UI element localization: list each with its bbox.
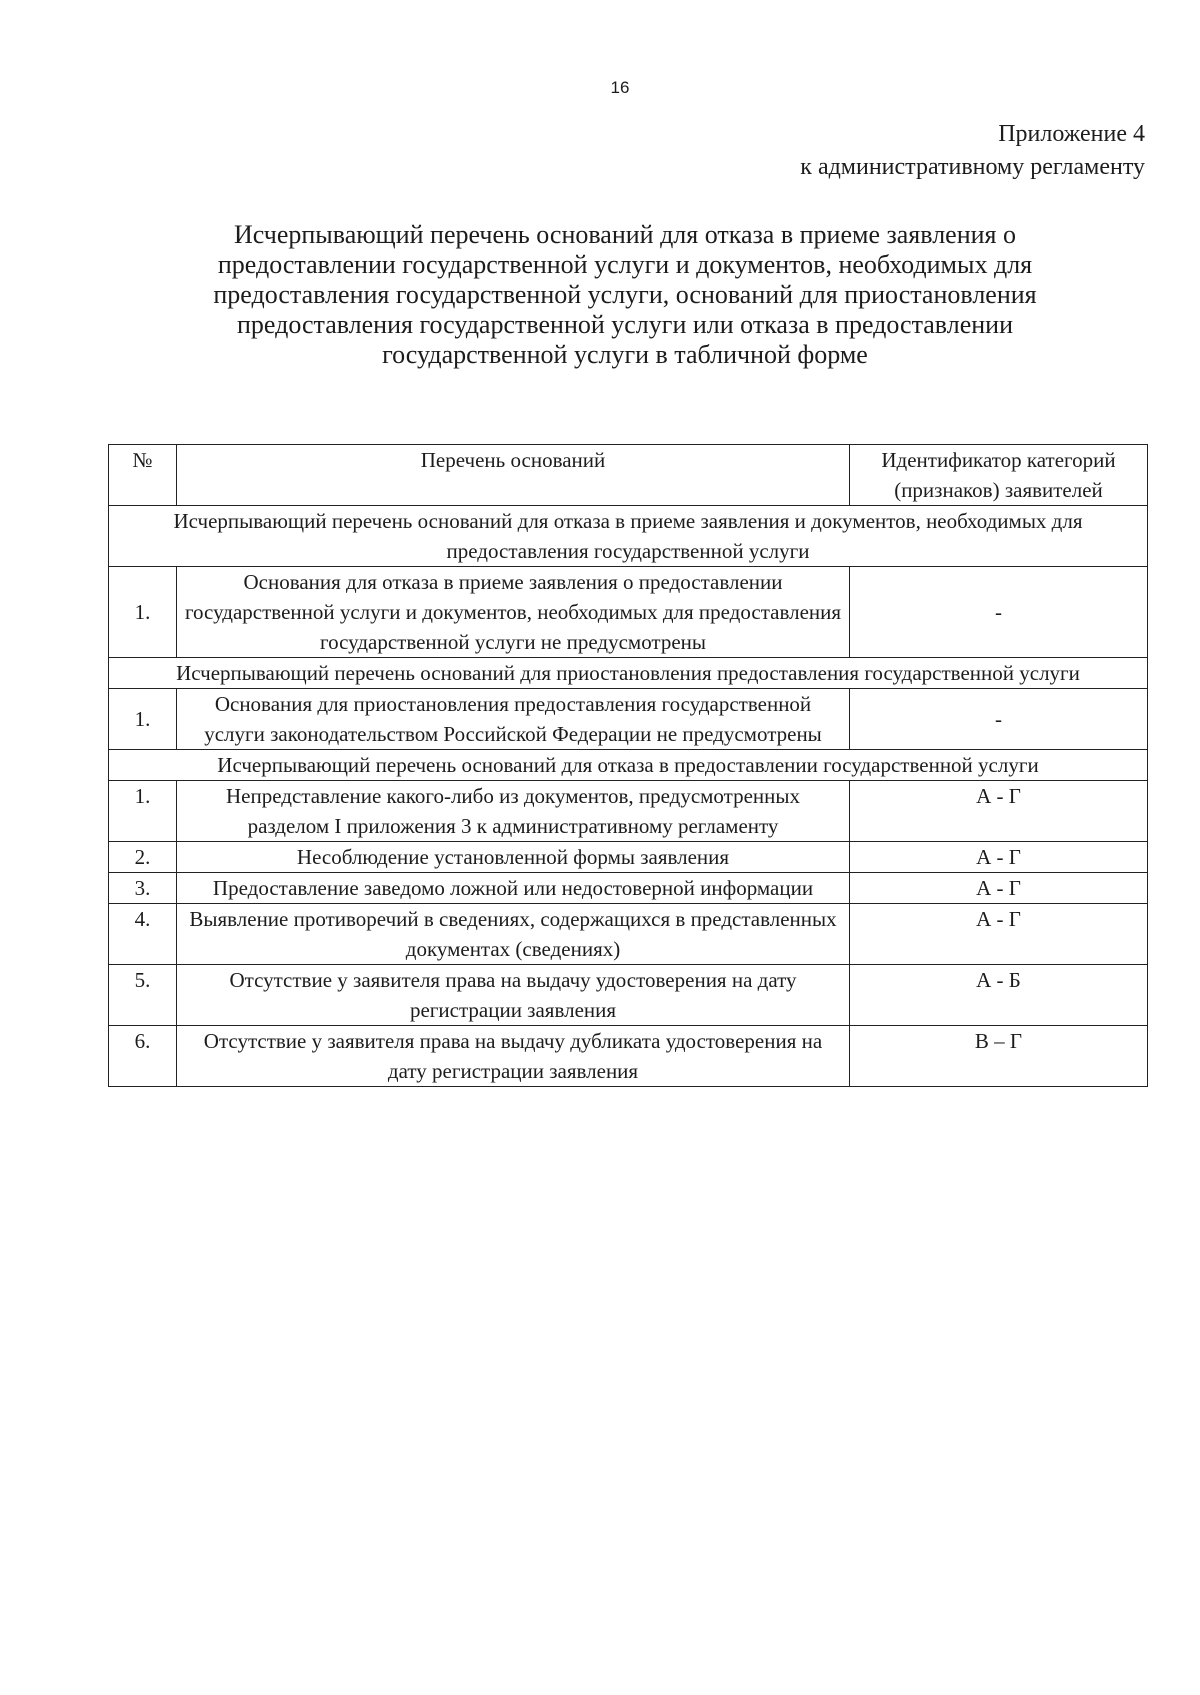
row-text: Отсутствие у заявителя права на выдачу удостоверения на дату регистрации заявления [177,965,850,1026]
row-num: 1. [109,567,177,658]
table-row [109,567,1148,658]
row-category: В – Г [850,1026,1148,1087]
row-category: А - Б [850,965,1148,1026]
appendix-line2: к административному регламенту [800,154,1145,180]
row-category: А - Г [850,873,1148,904]
row-category: - [850,567,1148,658]
row-num: 4. [109,904,177,965]
table-row [109,842,1148,873]
row-category: А - Г [850,781,1148,842]
table-row [109,1026,1148,1087]
document-title: Исчерпывающий перечень оснований для отказа в приеме заявления о предоставлении государственной услуги и документов, необходимых для предоставления государственной услуги, оснований для приостановления предоставления государственной услуги или отказа в предоставлении государственной услуги в табличной форме [213,220,1037,369]
row-text: Предоставление заведомо ложной или недостоверной информации [177,873,850,904]
row-text: Основания для отказа в приеме заявления о предоставлении государственной услуги и документов, необходимых для предоставления государственной услуги не предусмотрены [177,567,850,658]
grounds-table [108,444,1148,1087]
header-num: № [109,445,177,506]
table-row [109,873,1148,904]
header-list: Перечень оснований [177,445,850,506]
row-category: А - Г [850,904,1148,965]
section3-heading: Исчерпывающий перечень оснований для отказа в предоставлении государственной услуги [109,750,1148,781]
table-row [109,689,1148,750]
row-text: Непредставление какого-либо из документов, предусмотренных разделом I приложения 3 к административному регламенту [177,781,850,842]
appendix-reference [800,118,1145,184]
row-text: Несоблюдение установленной формы заявления [177,842,850,873]
table-header-row [109,445,1148,506]
row-num: 6. [109,1026,177,1087]
row-num: 5. [109,965,177,1026]
section-heading-row [109,750,1148,781]
section-heading-row [109,506,1148,567]
row-num: 1. [109,689,177,750]
section1-heading: Исчерпывающий перечень оснований для отказа в приеме заявления и документов, необходимых для предоставления государственной услуги [109,506,1148,567]
row-num: 3. [109,873,177,904]
row-text: Отсутствие у заявителя права на выдачу дубликата удостоверения на дату регистрации заявления [177,1026,850,1087]
row-num: 2. [109,842,177,873]
table-row [109,904,1148,965]
section-heading-row [109,658,1148,689]
table-row [109,965,1148,1026]
row-text: Выявление противоречий в сведениях, содержащихся в представленных документах (сведениях) [177,904,850,965]
header-category: Идентификатор категорий (признаков) заявителей [850,445,1148,506]
page-number: 16 [610,78,630,97]
section2-heading: Исчерпывающий перечень оснований для приостановления предоставления государственной услуги [109,658,1148,689]
table-row [109,781,1148,842]
appendix-line1: Приложение 4 [998,121,1145,147]
row-text: Основания для приостановления предоставления государственной услуги законодательством Российской Федерации не предусмотрены [177,689,850,750]
row-category: - [850,689,1148,750]
row-num: 1. [109,781,177,842]
row-category: А - Г [850,842,1148,873]
